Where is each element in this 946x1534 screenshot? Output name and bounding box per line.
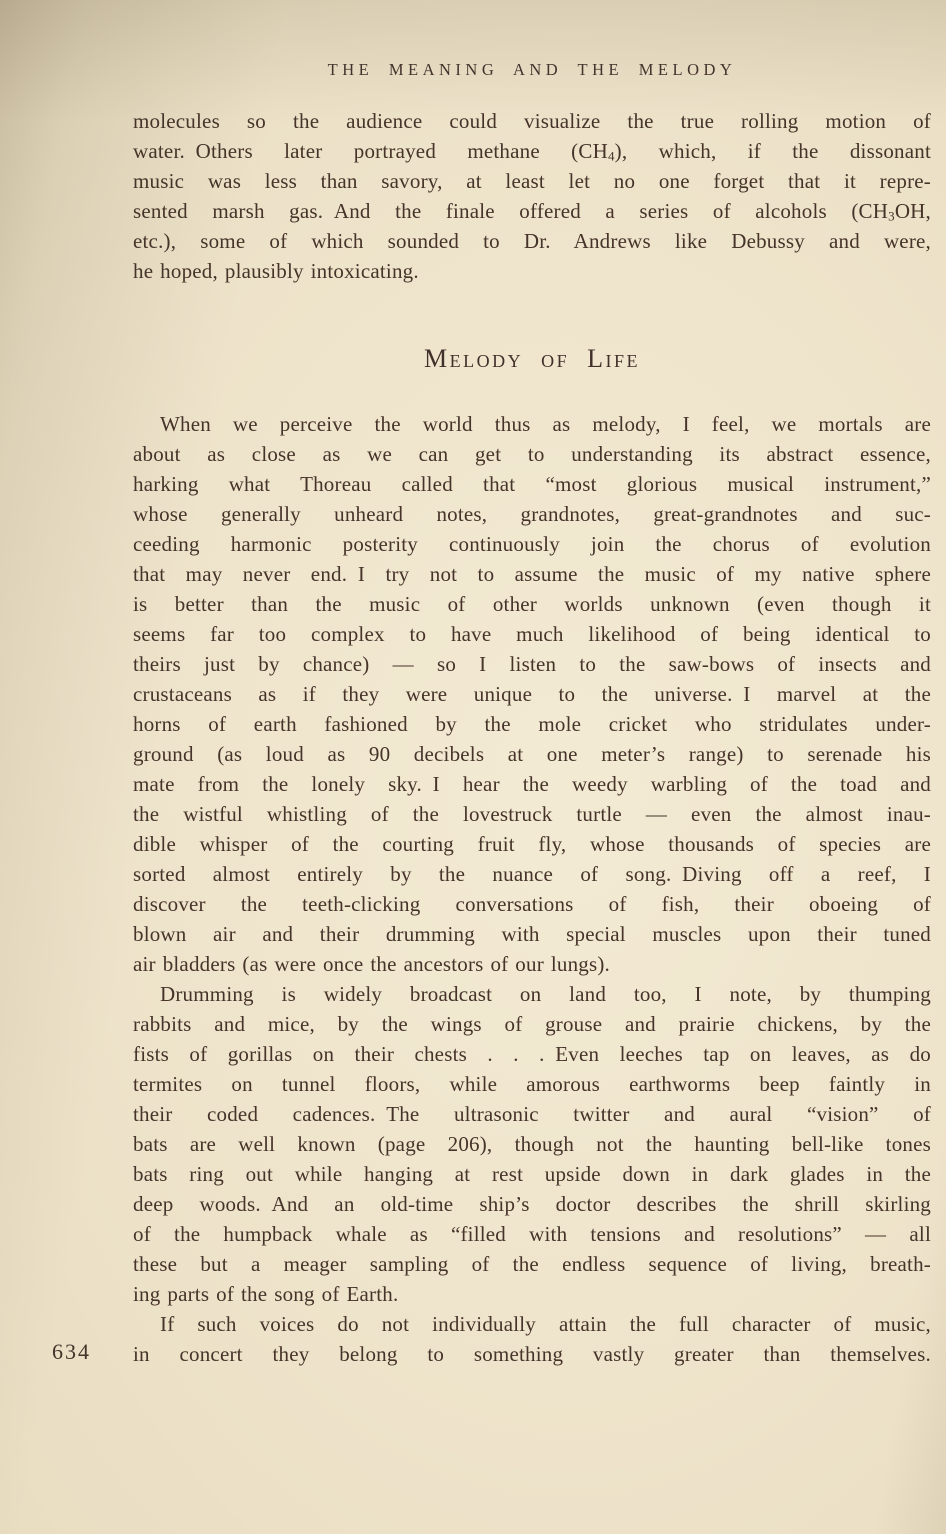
text-line: harking what Thoreau called that “most glorious musical instrument,” <box>133 472 931 496</box>
text-line: rabbits and mice, by the wings of grouse and prairie chickens, by the <box>133 1012 931 1036</box>
paragraph <box>133 979 931 1309</box>
text-line: deep woods. And an old-time ship’s doctor describes the shrill skirling <box>133 1192 931 1216</box>
text-line: blown air and their drumming with special muscles upon their tuned <box>133 922 931 946</box>
text-line: these but a meager sampling of the endless sequence of living, breath- <box>133 1252 931 1276</box>
section-heading: Melody of Life <box>424 344 640 373</box>
text-line: of the humpback whale as “filled with tensions and resolutions” — all <box>133 1222 931 1246</box>
text-line: bats are well known (page 206), though not the haunting bell-like tones <box>133 1132 931 1156</box>
text-line: bats ring out while hanging at rest upside down in dark glades in the <box>133 1162 931 1186</box>
text-line: horns of earth fashioned by the mole cricket who stridulates under- <box>133 712 931 736</box>
paragraphs-top <box>133 106 931 286</box>
text-line: is better than the music of other worlds unknown (even though it <box>133 592 931 616</box>
text-line: ceeding harmonic posterity continuously join the chorus of evolution <box>133 532 931 556</box>
text-line: ing parts of the song of Earth. <box>133 1282 399 1306</box>
paragraph <box>133 1309 931 1369</box>
text-line: that may never end. I try not to assume the music of my native sphere <box>133 562 931 586</box>
text-line: he hoped, plausibly intoxicating. <box>133 259 419 283</box>
text-line: in concert they belong to something vastly greater than themselves. <box>133 1342 931 1366</box>
text-line: dible whisper of the courting fruit fly, whose thousands of species are <box>133 832 931 856</box>
running-header: THE MEANING AND THE MELODY <box>327 60 737 79</box>
text-line: music was less than savory, at least let no one forget that it repre- <box>133 169 931 193</box>
text-line: ground (as loud as 90 decibels at one meter’s range) to serenade his <box>133 742 931 766</box>
text-line: molecules so the audience could visualize the true rolling motion of <box>133 109 931 133</box>
text-line: termites on tunnel floors, while amorous earthworms beep faintly in <box>133 1072 931 1096</box>
text-line: discover the teeth-clicking conversations of fish, their oboeing of <box>133 892 931 916</box>
text-line: crustaceans as if they were unique to the universe. I marvel at the <box>133 682 931 706</box>
text-line: fists of gorillas on their chests . . . Even leeches tap on leaves, as do <box>133 1042 931 1066</box>
text-line: seems far too complex to have much likelihood of being identical to <box>133 622 931 646</box>
paragraph <box>133 106 931 286</box>
text-line: When we perceive the world thus as melody, I feel, we mortals are <box>160 412 931 436</box>
paragraphs-bottom <box>133 409 931 1369</box>
text-line: theirs just by chance) — so I listen to the saw-bows of insects and <box>133 652 931 676</box>
text-line: sented marsh gas. And the finale offered a series of alcohols ($CH_3OH$, <box>133 199 931 224</box>
text-line: whose generally unheard notes, grandnotes, great-grandnotes and suc- <box>133 502 931 526</box>
paragraph <box>133 409 931 979</box>
body-text <box>133 106 931 1369</box>
page-number: 634 <box>52 1339 91 1364</box>
text-line: Drumming is widely broadcast on land too, I note, by thumping <box>160 982 931 1006</box>
text-line: the wistful whistling of the lovestruck turtle — even the almost inau- <box>133 802 931 826</box>
text-line: about as close as we can get to understanding its abstract essence, <box>133 442 931 466</box>
text-line: air bladders (as were once the ancestors of our lungs). <box>133 952 610 976</box>
text-line: water. Others later portrayed methane $(CH_4)$, which, if the dissonant <box>133 139 931 164</box>
text-line: If such voices do not individually attain the full character of music, <box>160 1312 931 1336</box>
text-line: sorted almost entirely by the nuance of song. Diving off a reef, I <box>133 862 931 886</box>
text-line: their coded cadences. The ultrasonic twitter and aural “vision” of <box>133 1102 931 1126</box>
text-line: etc.), some of which sounded to Dr. Andrews like Debussy and were, <box>133 229 931 253</box>
text-line: mate from the lonely sky. I hear the weedy warbling of the toad and <box>133 772 931 796</box>
